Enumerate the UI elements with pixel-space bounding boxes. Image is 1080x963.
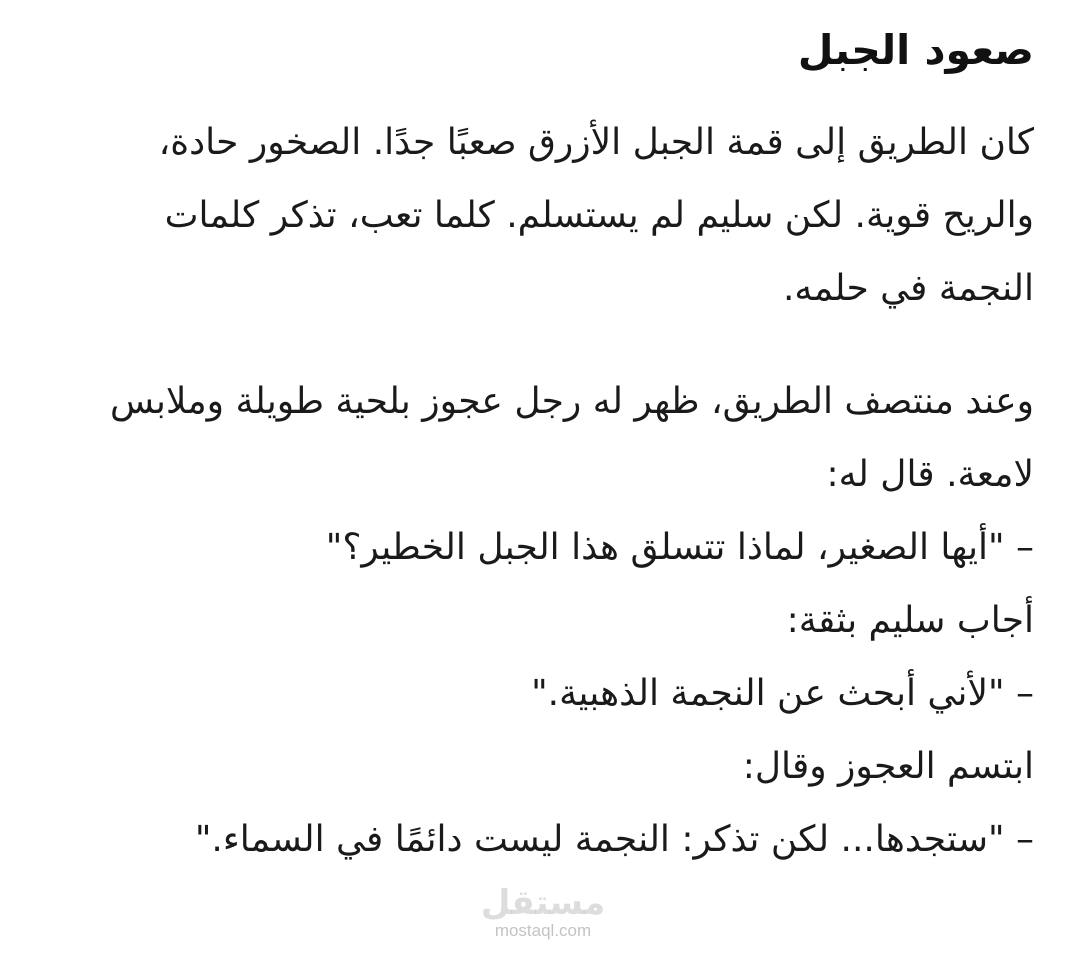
document-title: صعود الجبل — [797, 26, 1034, 74]
dialogue-line-answer: – "لأني أبحث عن النجمة الذهبية." — [531, 673, 1034, 714]
paragraph-1-line-1: كان الطريق إلى قمة الجبل الأزرق صعبًا جدًا. الصخور حادة، — [158, 122, 1034, 163]
paragraph-1-line-2: والريح قوية. لكن سليم لم يستسلم. كلما تعب، تذكر كلمات — [164, 195, 1034, 236]
paragraph-gap — [40, 325, 1034, 365]
dialogue-line-reply: – "ستجدها... لكن تذكر: النجمة ليست دائمًا في السماء." — [194, 819, 1034, 860]
paragraph-1 — [40, 106, 1034, 325]
paragraph-2 — [40, 365, 1034, 876]
dialogue-line-question: – "أيها الصغير، لماذا تتسلق هذا الجبل الخطير؟" — [325, 527, 1034, 568]
paragraph-1-line-3: النجمة في حلمه. — [782, 268, 1034, 309]
narration-line-reply-intro: ابتسم العجوز وقال: — [742, 746, 1034, 787]
watermark-logo: مستقل — [480, 883, 606, 923]
narration-line-answer-intro: أجاب سليم بثقة: — [786, 600, 1034, 641]
watermark-site: mostaql.com — [494, 921, 592, 940]
paragraph-2-line-2: لامعة. قال له: — [826, 454, 1034, 495]
paragraph-2-line-1: وعند منتصف الطريق، ظهر له رجل عجوز بلحية طويلة وملابس — [109, 381, 1034, 422]
